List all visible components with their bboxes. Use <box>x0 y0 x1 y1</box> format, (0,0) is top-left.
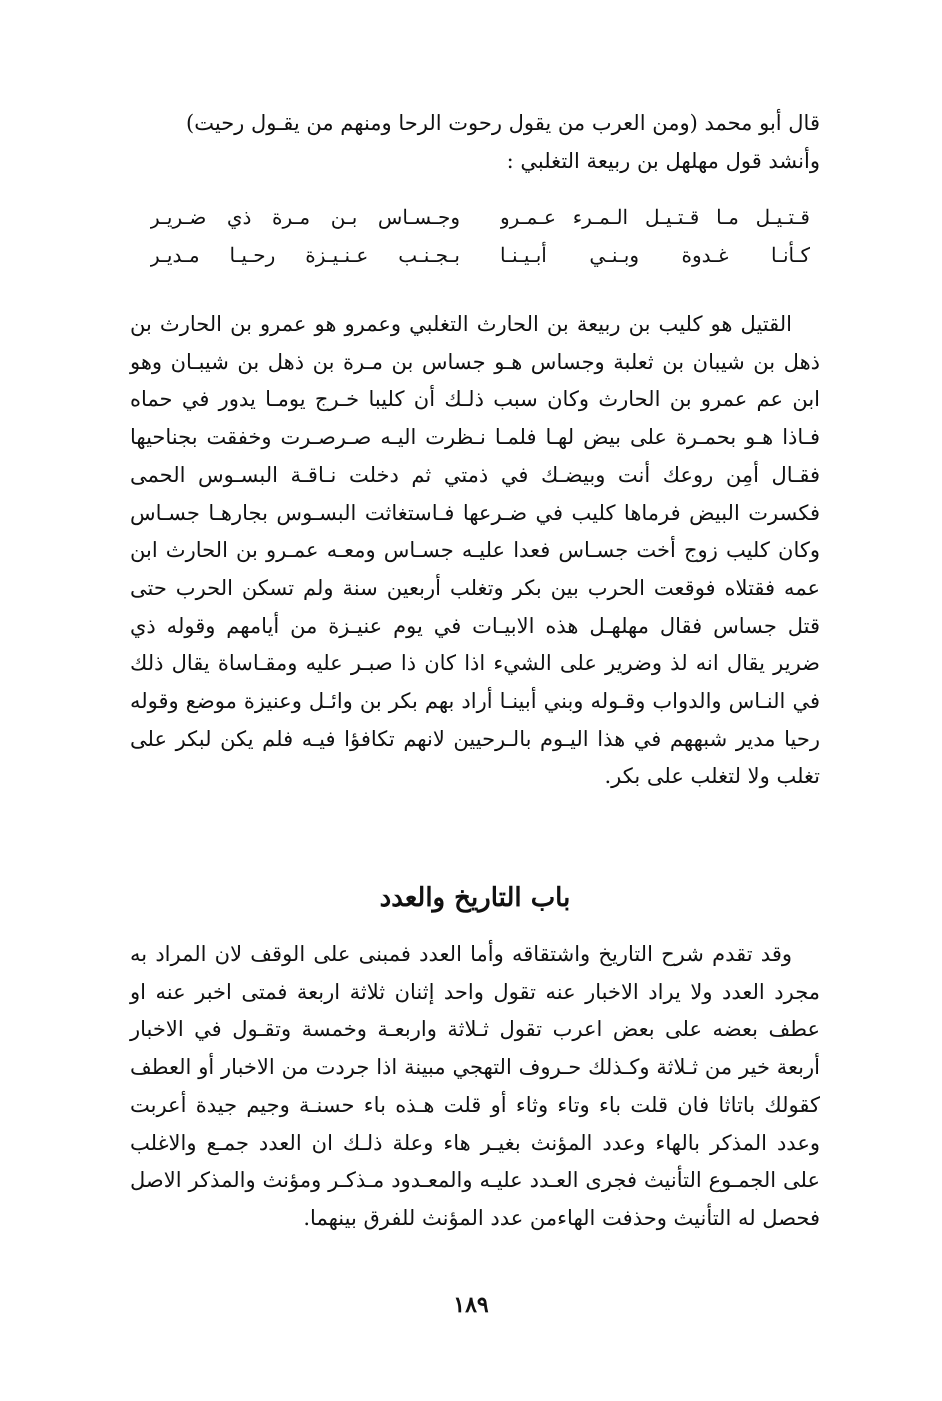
verse-2-first-hemistich: كـأنـا غـدوة وبـنـي أبـيـنـا <box>500 243 810 267</box>
poem-verse-1 <box>150 198 810 236</box>
poem <box>150 198 810 274</box>
page-number: ١٨٩ <box>453 1292 489 1318</box>
paragraph-1-text: القتيل هو كليب بن ربيعة بن الحارث التغلبي وعمرو هو عمرو بن الحارث بن ذهل بن شيبان بن ثعلبة وجساس هـو جساس بن مـرة بن ذهل بن شيبـان وهو ابن عم عمرو بن الحارث وكان سبب ذلـك أن كليبا خـرج يومـا يدور في حماه فـاذا هـو بحمـرة على بيض لهـا فلمـا نـظرت اليـه صـرصـرت وخفقت بجناحيها فقـال أمِن روعك أنت وبيضـك في ذمتي ثم دخلت نـاقـة البسـوس الحمى فكسرت البيض فرماها كليب في ضـرعها فـاستغاثت البسـوس بجارهـا جسـاس وكان كليب زوج أخت جسـاس فعدا عليـه جسـاس ومعـه عمـرو بن الحارث ابن عمه فقتلاه فوقعت الحرب بين بكر وتغلب أربعين سنة ولم تسكن الحرب حتى قتل جساس فقال مهلهـل هذه الابيـات في يوم عنيـزة من أيامهم وقوله ذي ضرير يقال انه لذ وضرير على الشيء اذا كان ذا صبـر عليه ومقـاساة يقال ذلك في النـاس والدواب وقـوله وبني أبينـا أراد بهم بكر بن وائـل وعنيزة موضع وقوله رحيا مدير شبههم في هذا اليـوم بالـرحيين لانهم تكافؤا فيـه فلم يكن لبكر على تغلب ولا لتغلب على بكر. <box>130 312 820 789</box>
verse-1-second-hemistich: وجـسـاس بـن مـرة ذي ضـريـر <box>150 205 460 229</box>
intro-line-2: وأنشد قول مهلهل بن ربيعة التغلبي : <box>506 149 820 173</box>
verse-1-first-hemistich: قـتـيـل مـا قـتـيـل الـمـرء عـمـرو <box>500 205 810 229</box>
intro-text <box>130 104 820 180</box>
commentary-paragraph <box>130 306 820 796</box>
section-heading: باب التاريخ والعدد <box>379 883 571 913</box>
intro-line-1: قال أبو محمد (ومن العرب من يقول رحوت الرحا ومنهم من يقـول رحيت) <box>186 111 820 135</box>
section-paragraph <box>130 936 820 1238</box>
poem-verse-2 <box>150 236 810 274</box>
verse-2-second-hemistich: بـجـنـب عـنـيـزة رحـيـا مـديـر <box>150 243 460 267</box>
paragraph-2-text: وقد تقدم شرح التاريخ واشتقاقه وأما العدد فمبنى على الوقف لان المراد به مجرد العدد ولا يراد الاخبار عنه تقول واحد إثنان ثلاثة اربعة فمتى اخبر عنه او عطف بعضه على بعض اعرب تقول ثـلاثة واربعـة وخمسة وتقـول في الاخبار أربعة خير من ثـلاثة وكـذلك حـروف التهجي مبينة اذا جردت من الاخبار أو العطف كقولك باتاثا فان قلت باء وتاء وثاء أو قلت هـذه باء حسنـة وجيم جيدة أعربت وعدد المذكر بالهاء وعدد المؤنث بغيـر هاء وعلة ذلـك ان العدد جمـع والاغلب على الجمـوع التأنيث فجرى العـدد عليـه والمعـدود مـذكـر ومؤنث والمذكر الاصل فحصل له التأنيث وحذفت الهاءمن عدد المؤنث للفرق بينهما. <box>130 942 820 1230</box>
